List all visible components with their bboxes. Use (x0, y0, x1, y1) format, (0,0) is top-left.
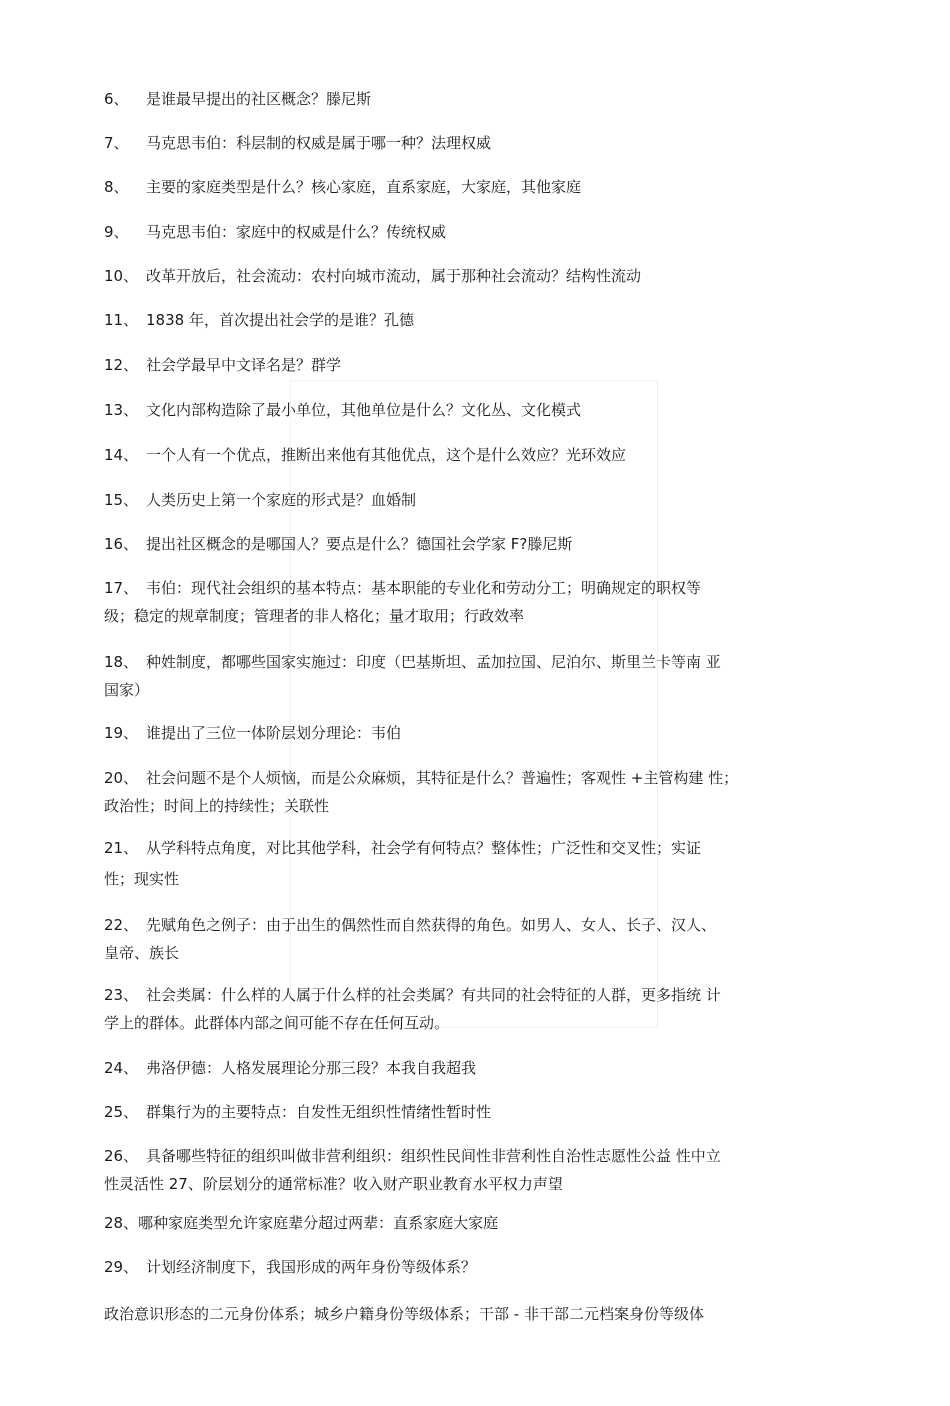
item-number: 24、 (104, 1059, 139, 1077)
item-text: 主要的家庭类型是什么？核心家庭，直系家庭，大家庭，其他家庭 (146, 178, 582, 196)
item-number: 20、 (104, 769, 139, 787)
item-number: 18、 (104, 653, 139, 671)
question-line-20 (104, 764, 738, 792)
question-line-16 (104, 530, 572, 558)
item-number: 10、 (104, 267, 139, 285)
question-line-10 (104, 262, 641, 290)
continuation-line-22 (104, 939, 179, 967)
continuation-line-21 (104, 865, 179, 893)
item-text: 社会学最早中文译名是？群学 (146, 356, 342, 374)
item-number: 9、 (104, 223, 129, 241)
item-text: 提出社区概念的是哪国人？要点是什么？德国社会学家 F?滕尼斯 (146, 535, 573, 553)
item-text: 马克思韦伯：科层制的权威是属于哪一种？法理权威 (146, 134, 492, 152)
item-number: 12、 (104, 356, 139, 374)
item-text: 马克思韦伯：家庭中的权威是什么？传统权威 (146, 223, 447, 241)
item-text: 群集行为的主要特点：自发性无组织性情绪性暂时性 (146, 1103, 492, 1121)
continuation-line-26-27 (104, 1170, 563, 1198)
item-text: 国家） (104, 681, 150, 699)
item-text: 28、哪种家庭类型允许家庭辈分超过两辈：直系家庭大家庭 (104, 1214, 499, 1232)
item-text: 先赋角色之例子：由于出生的偶然性而自然获得的角色。如男人、女人、长子、汉人、 (146, 916, 717, 934)
continuation-line-23 (104, 1009, 449, 1037)
continuation-line-20 (104, 792, 329, 820)
item-number: 13、 (104, 401, 139, 419)
item-text: 弗洛伊德：人格发展理论分那三段？本我自我超我 (146, 1059, 477, 1077)
question-line-28 (104, 1209, 498, 1237)
question-line-25 (104, 1098, 491, 1126)
item-number: 17、 (104, 579, 139, 597)
question-line-21 (104, 834, 701, 862)
continuation-line-18 (104, 676, 149, 704)
question-line-12 (104, 351, 341, 379)
item-number: 16、 (104, 535, 139, 553)
item-number: 6、 (104, 90, 129, 108)
item-text: 谁提出了三位一体阶层划分理论：韦伯 (146, 724, 402, 742)
item-number: 25、 (104, 1103, 139, 1121)
item-number: 15、 (104, 491, 139, 509)
item-number: 22、 (104, 916, 139, 934)
item-text: 学上的群体。此群体内部之间可能不存在任何互动。 (104, 1014, 450, 1032)
continuation-line-17 (104, 602, 524, 630)
answer-line-29 (104, 1300, 704, 1328)
item-number: 23、 (104, 986, 139, 1004)
item-text: 社会类属：什么样的人属于什么样的社会类属？有共同的社会特征的人群，更多指统 计 (146, 986, 721, 1004)
item-text: 韦伯：现代社会组织的基本特点：基本职能的专业化和劳动分工；明确规定的职权等 (146, 579, 702, 597)
question-line-7 (104, 129, 491, 157)
item-text: 性；现实性 (104, 870, 180, 888)
question-line-17 (104, 574, 701, 602)
item-text: 人类历史上第一个家庭的形式是？血婚制 (146, 491, 417, 509)
item-number: 21、 (104, 839, 139, 857)
question-line-19 (104, 719, 401, 747)
item-text: 政治性；时间上的持续性；关联性 (104, 797, 330, 815)
question-line-22 (104, 911, 716, 939)
item-text: 社会问题不是个人烦恼，而是公众麻烦，其特征是什么？普遍性；客观性 +主管构建 性； (146, 769, 739, 787)
item-number: 8、 (104, 178, 129, 196)
item-text: 计划经济制度下，我国形成的两年身份等级体系？ (146, 1258, 477, 1276)
question-line-9 (104, 218, 446, 246)
item-text: 级；稳定的规章制度；管理者的非人格化；量才取用；行政效率 (104, 607, 525, 625)
item-text: 皇帝、族长 (104, 944, 180, 962)
item-text: 是谁最早提出的社区概念？滕尼斯 (146, 90, 372, 108)
item-text: 改革开放后，社会流动：农村向城市流动，属于那种社会流动？结构性流动 (146, 267, 642, 285)
item-number: 7、 (104, 134, 129, 152)
question-line-11 (104, 306, 414, 334)
item-number: 11、 (104, 311, 139, 329)
item-text: 一个人有一个优点，推断出来他有其他优点，这个是什么效应？光环效应 (146, 446, 627, 464)
question-line-18 (104, 648, 721, 676)
item-text: 具备哪些特征的组织叫做非营利组织：组织性民间性非营利性自治性志愿性公益 性中立 (146, 1147, 721, 1165)
question-line-24 (104, 1054, 476, 1082)
item-text: 性灵活性 27、阶层划分的通常标准？收入财产职业教育水平权力声望 (104, 1175, 563, 1193)
item-text: 种姓制度，都哪些国家实施过：印度（巴基斯坦、孟加拉国、尼泊尔、斯里兰卡等南 亚 (146, 653, 721, 671)
item-number: 29、 (104, 1258, 139, 1276)
question-line-14 (104, 441, 626, 469)
question-line-23 (104, 981, 721, 1009)
question-line-15 (104, 486, 416, 514)
item-number: 19、 (104, 724, 139, 742)
question-line-6 (104, 85, 371, 113)
item-text: 从学科特点角度，对比其他学科，社会学有何特点？整体性；广泛性和交叉性；实证 (146, 839, 702, 857)
question-line-29 (104, 1253, 476, 1281)
question-line-8 (104, 173, 581, 201)
item-text: 1838 年，首次提出社会学的是谁？孔德 (146, 311, 414, 329)
item-text: 政治意识形态的二元身份体系；城乡户籍身份等级体系；干部 - 非干部二元档案身份等级体 (104, 1305, 704, 1323)
question-line-13 (104, 396, 581, 424)
item-text: 文化内部构造除了最小单位，其他单位是什么？文化丛、文化模式 (146, 401, 582, 419)
item-number: 14、 (104, 446, 139, 464)
item-number: 26、 (104, 1147, 139, 1165)
question-line-26 (104, 1142, 721, 1170)
